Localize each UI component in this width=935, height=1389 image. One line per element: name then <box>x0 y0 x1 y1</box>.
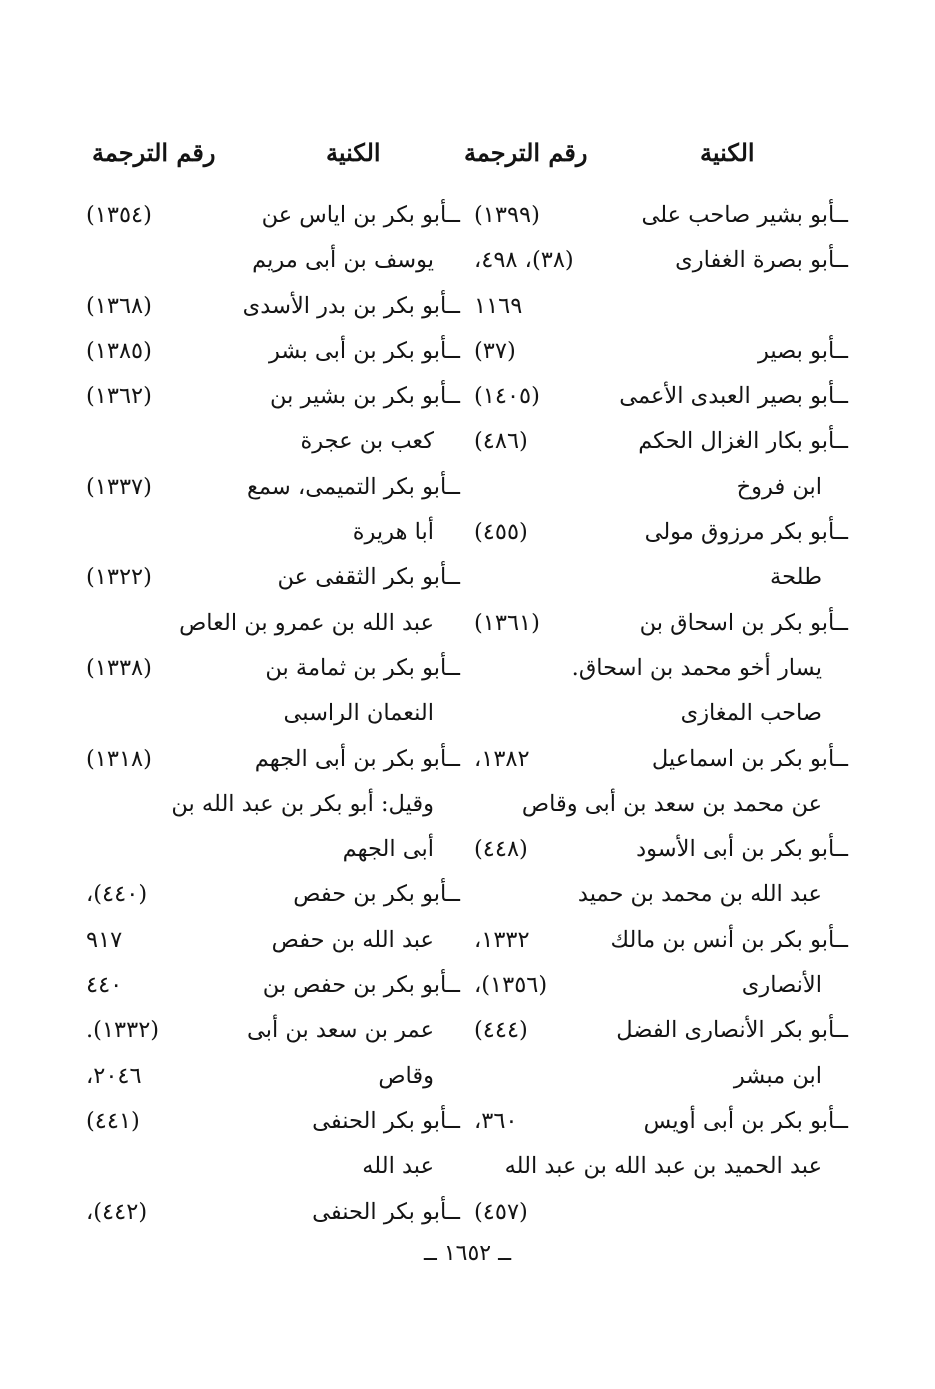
entry-continuation-line <box>80 510 460 555</box>
kunya-text: ــأبو بصير العبدى الأعمى <box>619 383 848 410</box>
entry-continuation-line <box>468 691 848 736</box>
index-entry <box>80 646 460 691</box>
kunya-text: ــأبو بكر بن اياس عن <box>261 202 460 228</box>
entry-continuation-line <box>80 918 460 963</box>
index-entry <box>80 193 460 238</box>
biography-number: ٤٤٠ <box>86 972 123 999</box>
kunya-text: ــأبو بكر الحنفى <box>312 1198 460 1225</box>
biography-number: ٣٦٠، <box>474 1107 518 1134</box>
index-entry <box>468 918 848 963</box>
index-entry <box>80 737 460 782</box>
biography-number: ١٣٣٢، <box>474 926 530 953</box>
index-entry <box>468 193 848 238</box>
biography-number: (٣٨)، ٤٩٨، <box>474 247 574 274</box>
index-entry <box>80 1099 460 1144</box>
kunya-text: النعمان الراسبى <box>283 700 434 727</box>
kunya-text: ــأبو بكر بن أبى الجهم <box>254 745 460 772</box>
entry-continuation-line <box>468 465 848 510</box>
biography-number: (٤٨٦) <box>474 428 528 455</box>
entry-continuation-line <box>468 1144 848 1189</box>
kunya-text: ــأبو بكر بن ثمامة بن <box>265 654 460 681</box>
biography-number: (١٣٥٦)، <box>474 972 548 999</box>
index-entry <box>468 238 848 283</box>
index-entry <box>80 465 460 510</box>
kunya-text: ــأبو بكر بن حفص <box>293 881 460 908</box>
kunya-text: ــأبو بكر الحنفى <box>312 1107 460 1134</box>
index-entry <box>468 419 848 464</box>
index-entry <box>468 374 848 419</box>
biography-number: (١٤٠٥) <box>474 383 540 410</box>
index-entry <box>468 1190 848 1235</box>
kunya-text: عبد الله بن حفص <box>271 926 434 953</box>
kunya-text: صاحب المغازى <box>680 700 822 727</box>
kunya-text: ــأبو بكر بن اسحاق بن <box>639 609 848 636</box>
kunya-text: ــأبو بصرة الغفارى <box>675 247 848 274</box>
entry-continuation-line <box>80 827 460 872</box>
biography-number: (٤٥٧) <box>474 1198 528 1225</box>
kunya-text: ــأبو بكر بن أبى الأسود <box>636 836 848 863</box>
kunya-text: أبا هريرة <box>352 519 434 546</box>
index-entry <box>80 329 460 374</box>
entry-continuation-line <box>80 1008 460 1053</box>
biography-number: (٣٧) <box>474 337 516 364</box>
kunya-text: ــأبو بكر مرزوق مولى <box>644 519 848 546</box>
kunya-text: ــأبو بكر بن بدر الأسدى <box>242 292 460 319</box>
index-column-right <box>468 193 848 1235</box>
kunya-text: عمر بن سعد بن أبى <box>246 1017 434 1044</box>
biography-number: (١٣٥٤) <box>86 202 152 228</box>
biography-number: (١٣٣٨) <box>86 654 152 681</box>
biography-number: ١٣٨٢، <box>474 745 530 772</box>
entry-continuation-line <box>80 601 460 646</box>
entry-continuation-line <box>80 782 460 827</box>
biography-number: (١٣١٨) <box>86 745 152 772</box>
kunya-text: ــأبو بكار الغزال الحكم <box>638 428 848 455</box>
biography-number: (١٣٦٨) <box>86 292 152 319</box>
kunya-text: الأنصارى <box>741 972 822 999</box>
index-entry <box>80 374 460 419</box>
index-entry <box>80 963 460 1008</box>
kunya-text: ــأبو بشير صاحب على <box>641 202 848 228</box>
kunya-text: طلحة <box>770 564 822 591</box>
kunya-text: ــأبو بكر بن بشير بن <box>270 383 460 410</box>
kunya-text: عن محمد بن سعد بن أبى وقاص <box>521 790 822 817</box>
entry-continuation-line <box>468 555 848 600</box>
index-entry <box>468 827 848 872</box>
index-entry <box>80 1190 460 1235</box>
kunya-text: ــأبو بكر الثقفى عن <box>277 564 460 591</box>
kunya-text: عبد الله بن عمرو بن العاص <box>179 609 434 636</box>
biography-number: (١٣٣٧) <box>86 473 152 500</box>
index-entry <box>468 1008 848 1053</box>
entry-continuation-line <box>80 1144 460 1189</box>
kunya-text: أبى الجهم <box>342 836 434 863</box>
biography-number: (١٣٩٩) <box>474 202 540 228</box>
kunya-text: وقاص <box>378 1062 434 1089</box>
entry-continuation-line <box>468 1054 848 1099</box>
entry-continuation-line <box>80 419 460 464</box>
biography-number: (٤٤٨) <box>474 836 528 863</box>
entry-continuation-line <box>80 238 460 283</box>
biography-number: (١٣٦١) <box>474 609 540 636</box>
header-left-kunya: الكنية <box>326 138 381 167</box>
biography-number: (٤٤٢)، <box>86 1198 148 1225</box>
kunya-text: ابن مبشر <box>733 1062 822 1089</box>
biography-number: (٤٥٥) <box>474 519 528 546</box>
kunya-text: كعب بن عجرة <box>300 428 434 455</box>
kunya-text: ــأبو بكر التميمى، سمع <box>246 473 460 500</box>
biography-number: (١٣٣٢). <box>86 1017 160 1044</box>
biography-number: (٤٤٠)، <box>86 881 148 908</box>
page-number: ــ ١٦٥٢ ــ <box>423 1241 512 1266</box>
entry-continuation-line <box>468 963 848 1008</box>
biography-number: (١٣٢٢) <box>86 564 152 591</box>
biography-number: ٩١٧ <box>86 926 123 953</box>
entry-continuation-line <box>468 646 848 691</box>
kunya-text: عبد الله <box>362 1153 434 1180</box>
kunya-text: ــأبو بكر بن أنس بن مالك <box>610 926 848 953</box>
biography-number: ٢٠٤٦، <box>86 1062 142 1089</box>
biography-number: (١٣٨٥) <box>86 337 152 364</box>
index-entry <box>468 329 848 374</box>
kunya-text: ــأبو بكر الأنصارى الفضل <box>616 1017 848 1044</box>
entry-continuation-line <box>468 782 848 827</box>
index-entry <box>80 284 460 329</box>
kunya-text: عبد الله بن محمد بن حميد <box>577 881 822 908</box>
biography-number: ١١٦٩ <box>474 292 523 319</box>
kunya-text: ابن فروخ <box>736 473 822 500</box>
header-left-number: رقم الترجمة <box>92 138 216 167</box>
kunya-text: ــأبو بكر بن أبى أويس <box>643 1107 848 1134</box>
header-right-number: رقم الترجمة <box>464 138 588 167</box>
index-entry <box>468 737 848 782</box>
index-entry <box>80 872 460 917</box>
index-entry <box>468 601 848 646</box>
header-right-kunya: الكنية <box>700 138 755 167</box>
index-entry <box>468 284 848 329</box>
kunya-text: ــأبو بصير <box>757 337 848 364</box>
index-entry <box>80 555 460 600</box>
index-entry <box>468 510 848 555</box>
biography-number: (٤٤١) <box>86 1107 140 1134</box>
kunya-text: ــأبو بكر بن اسماعيل <box>651 745 848 772</box>
index-column-left <box>80 193 460 1235</box>
biography-number: (١٣٦٢) <box>86 383 152 410</box>
entry-continuation-line <box>80 1054 460 1099</box>
biography-number: (٤٤٤) <box>474 1017 528 1044</box>
kunya-text: ــأبو بكر بن حفص بن <box>262 972 460 999</box>
kunya-text: ــأبو بكر بن أبى بشر <box>268 337 460 364</box>
kunya-text: عبد الحميد بن عبد الله بن عبد الله <box>504 1153 822 1180</box>
index-entry <box>468 1099 848 1144</box>
kunya-text: يسار أخو محمد بن اسحاق. <box>571 654 822 681</box>
kunya-text: وقيل: أبو بكر بن عبد الله بن <box>171 790 434 817</box>
entry-continuation-line <box>468 872 848 917</box>
entry-continuation-line <box>80 691 460 736</box>
kunya-text: يوسف بن أبى مريم <box>252 247 434 274</box>
